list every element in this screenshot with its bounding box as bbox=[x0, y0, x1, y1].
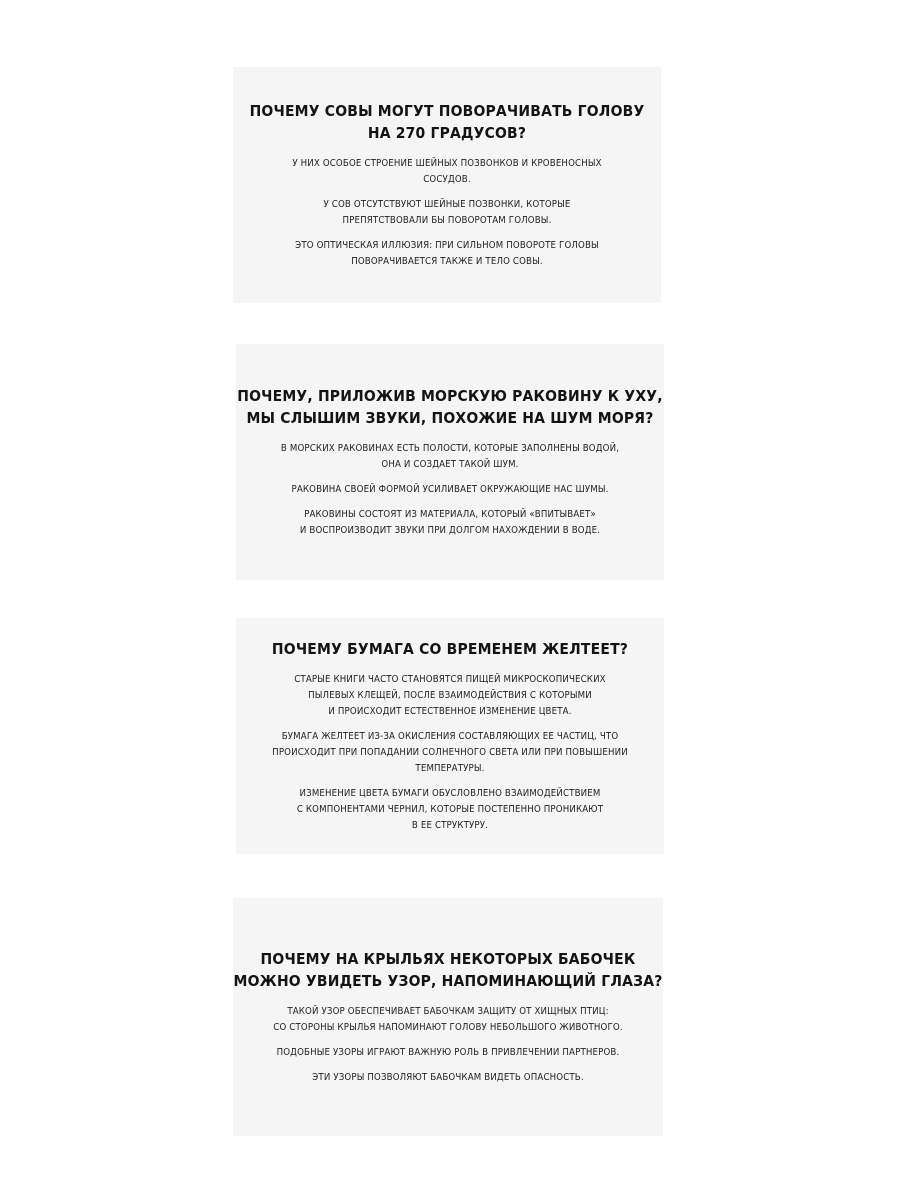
answer-line: ЭТИ УЗОРЫ ПОЗВОЛЯЮТ БАБОЧКАМ ВИДЕТЬ ОПАСНОСТЬ. bbox=[312, 1072, 584, 1083]
answer-line: ПРОИСХОДИТ ПРИ ПОПАДАНИИ СОЛНЕЧНОГО СВЕТА ИЛИ ПРИ ПОВЫШЕНИИ bbox=[272, 747, 628, 758]
quiz-card-paper bbox=[236, 618, 664, 854]
answer-line: У НИХ ОСОБОЕ СТРОЕНИЕ ШЕЙНЫХ ПОЗВОНКОВ И КРОВЕНОСНЫХ bbox=[292, 158, 602, 169]
question-line: ПОЧЕМУ БУМАГА СО ВРЕМЕНЕМ ЖЕЛТЕЕТ? bbox=[271, 640, 629, 658]
question-line: ПОЧЕМУ, ПРИЛОЖИВ МОРСКУЮ РАКОВИНУ К УХУ, bbox=[237, 387, 663, 405]
answer-option-3 bbox=[312, 1070, 584, 1086]
answer-line: ЭТО ОПТИЧЕСКАЯ ИЛЛЮЗИЯ: ПРИ СИЛЬНОМ ПОВОРОТЕ ГОЛОВЫ bbox=[295, 240, 599, 251]
answer-line: РАКОВИНЫ СОСТОЯТ ИЗ МАТЕРИАЛА, КОТОРЫЙ «ВПИТЫВАЕТ» bbox=[304, 509, 596, 520]
answer-line: И ВОСПРОИЗВОДИТ ЗВУКИ ПРИ ДОЛГОМ НАХОЖДЕНИИ В ВОДЕ. bbox=[299, 525, 601, 536]
quiz-card-butterflies bbox=[233, 898, 663, 1136]
answer-line: ПОВОРАЧИВАЕТСЯ ТАКЖЕ И ТЕЛО СОВЫ. bbox=[351, 256, 543, 267]
question-line: ПОЧЕМУ СОВЫ МОГУТ ПОВОРАЧИВАТЬ ГОЛОВУ bbox=[249, 102, 645, 120]
answer-line: С КОМПОНЕНТАМИ ЧЕРНИЛ, КОТОРЫЕ ПОСТЕПЕННО ПРОНИКАЮТ bbox=[296, 804, 604, 815]
answer-option-1 bbox=[294, 672, 606, 720]
answer-line: БУМАГА ЖЕЛТЕЕТ ИЗ-ЗА ОКИСЛЕНИЯ СОСТАВЛЯЮЩИХ ЕЕ ЧАСТИЦ, ЧТО bbox=[281, 731, 619, 742]
answer-line: СО СТОРОНЫ КРЫЛЬЯ НАПОМИНАЮТ ГОЛОВУ НЕБОЛЬШОГО ЖИВОТНОГО. bbox=[273, 1022, 623, 1033]
answer-option-1 bbox=[281, 441, 619, 473]
answer-line: ПРЕПЯТСТВОВАЛИ БЫ ПОВОРОТАМ ГОЛОВЫ. bbox=[342, 215, 552, 226]
card-question bbox=[272, 638, 628, 660]
answer-line: ОНА И СОЗДАЕТ ТАКОЙ ШУМ. bbox=[381, 459, 519, 470]
answer-line: ТЕМПЕРАТУРЫ. bbox=[415, 763, 485, 774]
answer-option-3 bbox=[300, 507, 600, 539]
question-line: ПОЧЕМУ НА КРЫЛЬЯХ НЕКОТОРЫХ БАБОЧЕК bbox=[260, 950, 636, 968]
answer-line: В МОРСКИХ РАКОВИНАХ ЕСТЬ ПОЛОСТИ, КОТОРЫЕ ЗАПОЛНЕНЫ ВОДОЙ, bbox=[280, 443, 620, 454]
answer-line: СТАРЫЕ КНИГИ ЧАСТО СТАНОВЯТСЯ ПИЩЕЙ МИКРОСКОПИЧЕСКИХ bbox=[294, 674, 606, 685]
answer-option-2 bbox=[272, 729, 628, 777]
quiz-card-owls bbox=[233, 67, 661, 303]
answer-option-2 bbox=[277, 1045, 620, 1061]
quiz-card-seashell bbox=[236, 344, 664, 580]
answer-option-3 bbox=[295, 238, 599, 270]
card-question bbox=[234, 948, 663, 992]
question-line: НА 270 ГРАДУСОВ? bbox=[367, 124, 527, 142]
question-line: МОЖНО УВИДЕТЬ УЗОР, НАПОМИНАЮЩИЙ ГЛАЗА? bbox=[233, 972, 663, 990]
question-line: МЫ СЛЫШИМ ЗВУКИ, ПОХОЖИЕ НА ШУМ МОРЯ? bbox=[246, 409, 654, 427]
card-question bbox=[250, 100, 645, 144]
answer-line: В ЕЕ СТРУКТУРУ. bbox=[411, 820, 489, 831]
answer-option-3 bbox=[297, 786, 603, 834]
answer-line: И ПРОИСХОДИТ ЕСТЕСТВЕННОЕ ИЗМЕНЕНИЕ ЦВЕТА. bbox=[328, 706, 572, 717]
card-question bbox=[237, 385, 663, 429]
answer-line: СОСУДОВ. bbox=[423, 174, 471, 185]
answer-option-1 bbox=[292, 156, 601, 188]
answer-line: ПЫЛЕВЫХ КЛЕЩЕЙ, ПОСЛЕ ВЗАИМОДЕЙСТВИЯ С КОТОРЫМИ bbox=[308, 690, 592, 701]
answer-line: ТАКОЙ УЗОР ОБЕСПЕЧИВАЕТ БАБОЧКАМ ЗАЩИТУ ОТ ХИЩНЫХ ПТИЦ: bbox=[287, 1006, 609, 1017]
answer-option-2 bbox=[291, 482, 608, 498]
answer-option-2 bbox=[323, 197, 570, 229]
answer-option-1 bbox=[273, 1004, 622, 1036]
answer-line: ИЗМЕНЕНИЕ ЦВЕТА БУМАГИ ОБУСЛОВЛЕНО ВЗАИМОДЕЙСТВИЕМ bbox=[299, 788, 601, 799]
answer-line: РАКОВИНА СВОЕЙ ФОРМОЙ УСИЛИВАЕТ ОКРУЖАЮЩИЕ НАС ШУМЫ. bbox=[291, 484, 609, 495]
answer-line: У СОВ ОТСУТСТВУЮТ ШЕЙНЫЕ ПОЗВОНКИ, КОТОРЫЕ bbox=[323, 199, 571, 210]
answer-line: ПОДОБНЫЕ УЗОРЫ ИГРАЮТ ВАЖНУЮ РОЛЬ В ПРИВЛЕЧЕНИИ ПАРТНЕРОВ. bbox=[276, 1047, 620, 1058]
